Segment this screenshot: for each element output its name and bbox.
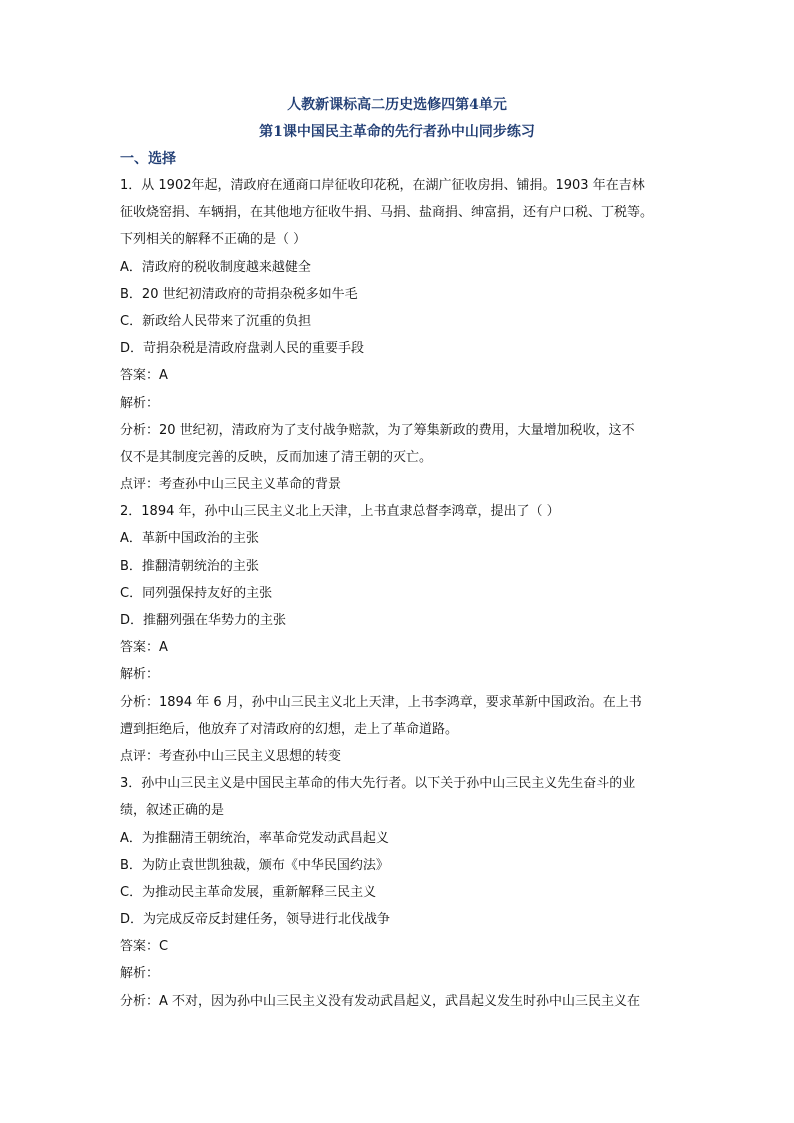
text-line: B．推翻清朝统治的主张	[120, 558, 259, 574]
text-line: D．苛捐杂税是清政府盘剥人民的重要手段	[120, 341, 365, 357]
text-line: 分析：1894 年 6 月，孙中山三民主义北上天津，上书李鸿章，要求革新中国政治。在上书	[120, 694, 642, 710]
text-line: 仅不是其制度完善的反映，反而加速了清王朝的灭亡。	[120, 449, 433, 465]
text-line: 答案：A	[120, 640, 168, 656]
text-line: B．为防止袁世凯独裁，颁布《中华民国约法》	[120, 857, 389, 873]
text-line: C．同列强保持友好的主张	[120, 585, 273, 601]
text-line: A．为推翻清王朝统治，率革命党发动武昌起义	[120, 830, 389, 846]
text-line: C．为推动民主革命发展，重新解释三民主义	[120, 884, 377, 900]
text-line: 答案：C	[120, 939, 169, 955]
text-line: B．20 世纪初清政府的苛捐杂税多如牛毛	[120, 286, 358, 302]
text-line: A．清政府的税收制度越来越健全	[120, 259, 311, 275]
text-line: 绩，叙述正确的是	[120, 803, 225, 819]
text-line: 2．1894 年，孙中山三民主义北上天津，上书直隶总督李鸿章，提出了（ ）	[120, 504, 560, 520]
text-line: 点评：考查孙中山三民主义革命的背景	[120, 477, 342, 493]
document-title-line-1: 人教新课标高二历史选修四第4单元	[287, 97, 507, 113]
text-line: 3．孙中山三民主义是中国民主革命的伟大先行者。以下关于孙中山三民主义先生奋斗的业	[120, 776, 636, 792]
section-heading: 一、选择	[120, 151, 176, 167]
text-line: 解析：	[120, 667, 160, 683]
document-title-line-2: 第1课中国民主革命的先行者孙中山同步练习	[259, 124, 535, 140]
document-body	[120, 176, 680, 1019]
text-line: A．革新中国政治的主张	[120, 531, 259, 547]
text-line: 答案：A	[120, 368, 168, 384]
text-line: D．为完成反帝反封建任务，领导进行北伐战争	[120, 912, 391, 928]
text-line: 1．从 1902年起，清政府在通商口岸征收印花税，在湖广征收房捐、铺捐。1903 年在吉林	[120, 178, 645, 193]
text-line: C．新政给人民带来了沉重的负担	[120, 313, 312, 329]
text-line: 征收烧窑捐、车辆捐，在其他地方征收牛捐、马捐、盐商捐、绅富捐，还有户口税、丁税等。	[120, 205, 654, 221]
text-line: 遭到拒绝后，他放弃了对清政府的幻想，走上了革命道路。	[120, 721, 459, 737]
text-line: 解析：	[120, 966, 160, 982]
text-line: 分析：20 世纪初，清政府为了支付战争赔款，为了筹集新政的费用，大量增加税收，这不	[120, 422, 635, 438]
text-line: 点评：考查孙中山三民主义思想的转变	[120, 748, 342, 764]
text-line: 解析：	[120, 395, 160, 411]
text-line: D．推翻列强在华势力的主张	[120, 613, 287, 628]
text-line: 分析：A 不对，因为孙中山三民主义没有发动武昌起义，武昌起义发生时孙中山三民主义在	[120, 993, 641, 1009]
text-line: 下列相关的解释不正确的是（ ）	[120, 232, 307, 248]
